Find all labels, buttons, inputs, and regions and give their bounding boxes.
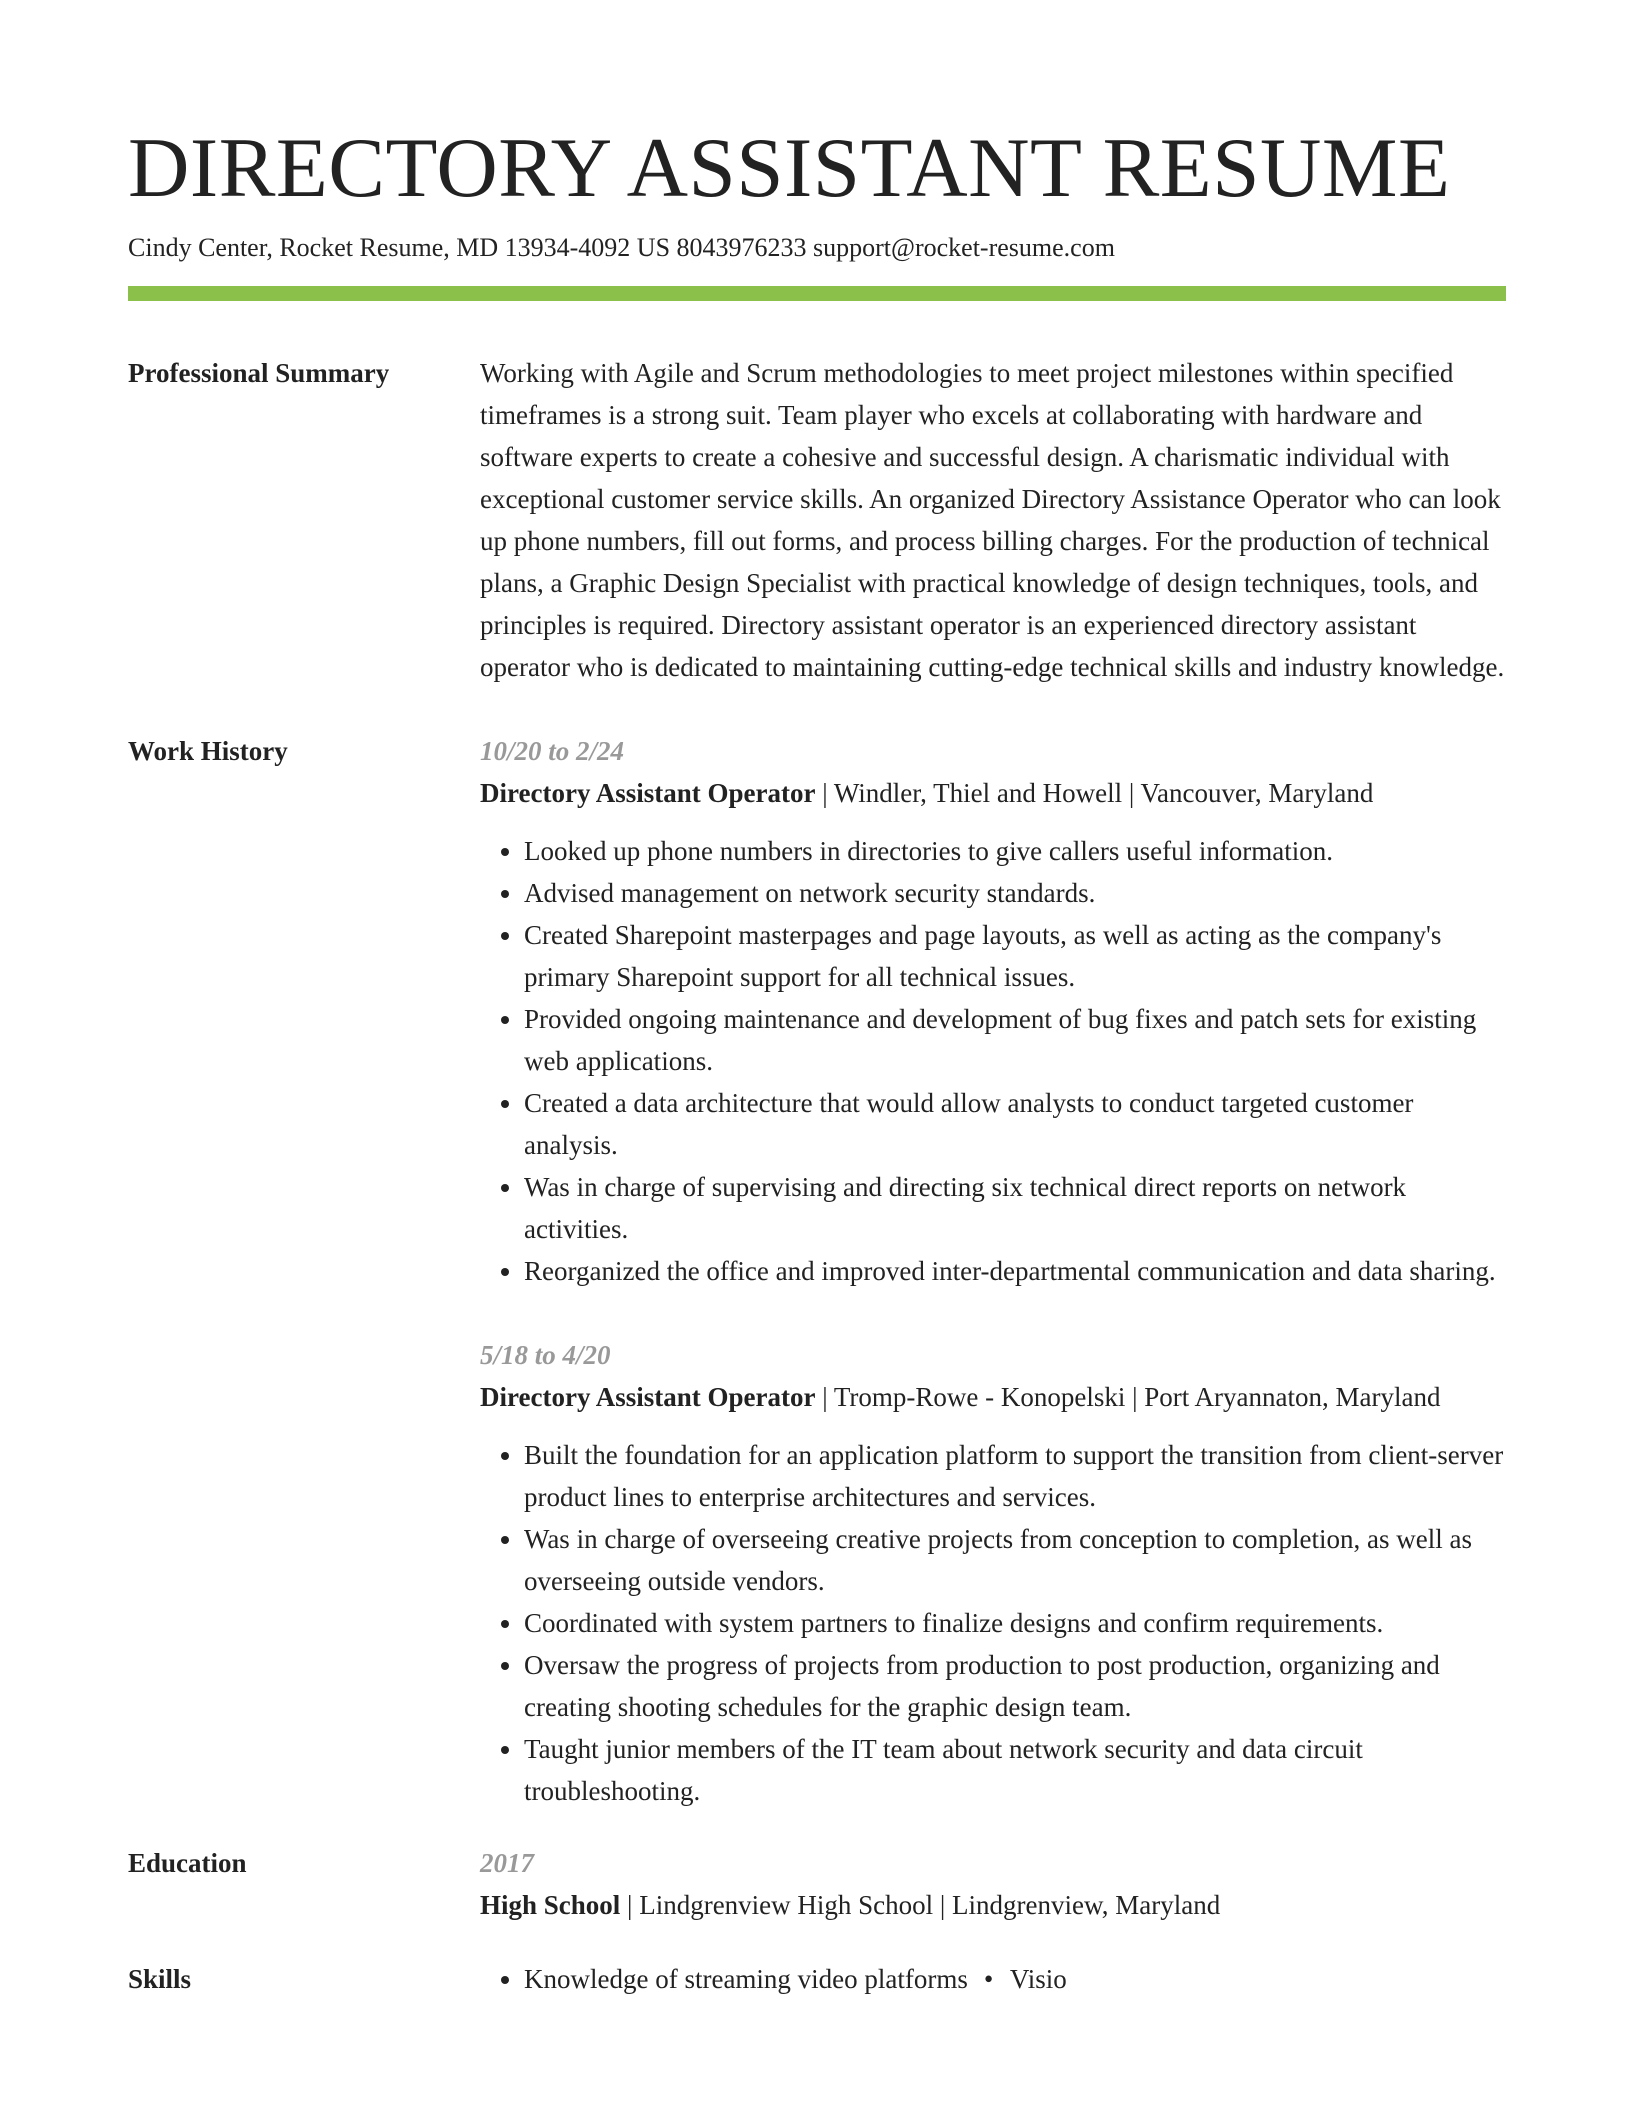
skill-item-label: Visio <box>1009 1964 1067 1994</box>
job-role: Directory Assistant Operator <box>480 1382 816 1412</box>
summary-section <box>128 352 1506 730</box>
job-bullet: • Was in charge of supervising and directing six technical direct reports on network activities. <box>524 1166 1506 1250</box>
job-title-line <box>480 1376 1506 1418</box>
skills-heading: Skills <box>128 1964 192 1994</box>
education-heading: Education <box>128 1848 247 1878</box>
job-dates: 5/18 to 4/20 <box>480 1340 611 1370</box>
skill-item: • Knowledge of streaming video platforms <box>524 1958 968 2000</box>
job-bullet: • Advised management on network security standards. <box>524 872 1506 914</box>
job-employer: | Windler, Thiel and Howell | Vancouver, Maryland <box>815 778 1374 808</box>
summary-text: Working with Agile and Scrum methodologies to meet project milestones within specified timeframes is a strong suit. Team player who excels at collaborating with hardware and software experts to create a cohesive and successful design. A charismatic individual with exceptional customer service skills. An organized Directory Assistance Operator who can look up phone numbers, fill out forms, and process billing charges. For the production of technical plans, a Graphic Design Specialist with practical knowledge of design techniques, tools, and principles is required. Directory assistant operator is an experienced directory assistant operator who is dedicated to maintaining cutting-edge technical skills and industry knowledge. <box>480 358 1505 682</box>
resume-content <box>128 352 1506 2000</box>
job-dates: 10/20 to 2/24 <box>480 736 625 766</box>
job-bullets <box>480 830 1506 1292</box>
job-role: Directory Assistant Operator <box>480 778 816 808</box>
job-bullet: • Provided ongoing maintenance and development of bug fixes and patch sets for existing web applications. <box>524 998 1506 1082</box>
education-line <box>480 1884 1506 1926</box>
summary-heading: Professional Summary <box>128 358 390 388</box>
header-divider <box>128 286 1506 301</box>
education-degree: High School <box>480 1890 621 1920</box>
skill-item <box>984 1958 1067 2000</box>
job-bullet: • Taught junior members of the IT team about network security and data circuit troubleshooting. <box>524 1728 1506 1812</box>
education-school: | Lindgrenview High School | Lindgrenview, Maryland <box>620 1890 1221 1920</box>
job-bullet: • Looked up phone numbers in directories to give callers useful information. <box>524 830 1506 872</box>
job-bullet: • Built the foundation for an application platform to support the transition from client-server product lines to enterprise architectures and services. <box>524 1434 1506 1518</box>
job-bullet: • Was in charge of overseeing creative projects from conception to completion, as well as overseeing outside vendors. <box>524 1518 1506 1602</box>
job-entry <box>480 1334 1506 1812</box>
work-history-section <box>128 730 1506 1842</box>
job-title-line <box>480 772 1506 814</box>
job-employer: | Tromp-Rowe - Konopelski | Port Aryannaton, Maryland <box>815 1382 1441 1412</box>
job-bullet: • Oversaw the progress of projects from production to post production, organizing and creating shooting schedules for the graphic design team. <box>524 1644 1506 1728</box>
job-entry <box>480 730 1506 1292</box>
contact-line: Cindy Center, Rocket Resume, MD 13934-4092 US 8043976233 support@rocket-resume.com <box>128 233 1115 262</box>
job-bullet: • Reorganized the office and improved inter-departmental communication and data sharing. <box>524 1250 1506 1292</box>
skills-list <box>480 1958 1506 2000</box>
skills-section <box>128 1958 1506 2000</box>
job-bullet: • Created a data architecture that would allow analysts to conduct targeted customer analysis. <box>524 1082 1506 1166</box>
education-section <box>128 1842 1506 1958</box>
bullet-icon: • <box>983 1964 994 1994</box>
job-bullets <box>480 1434 1506 1812</box>
job-bullet: • Created Sharepoint masterpages and page layouts, as well as acting as the company's primary Sharepoint support for all technical issues. <box>524 914 1506 998</box>
work-history-heading: Work History <box>128 736 288 766</box>
job-bullet: • Coordinated with system partners to finalize designs and confirm requirements. <box>524 1602 1506 1644</box>
education-year: 2017 <box>480 1848 534 1878</box>
resume-title: DIRECTORY ASSISTANT RESUME <box>128 121 1451 215</box>
